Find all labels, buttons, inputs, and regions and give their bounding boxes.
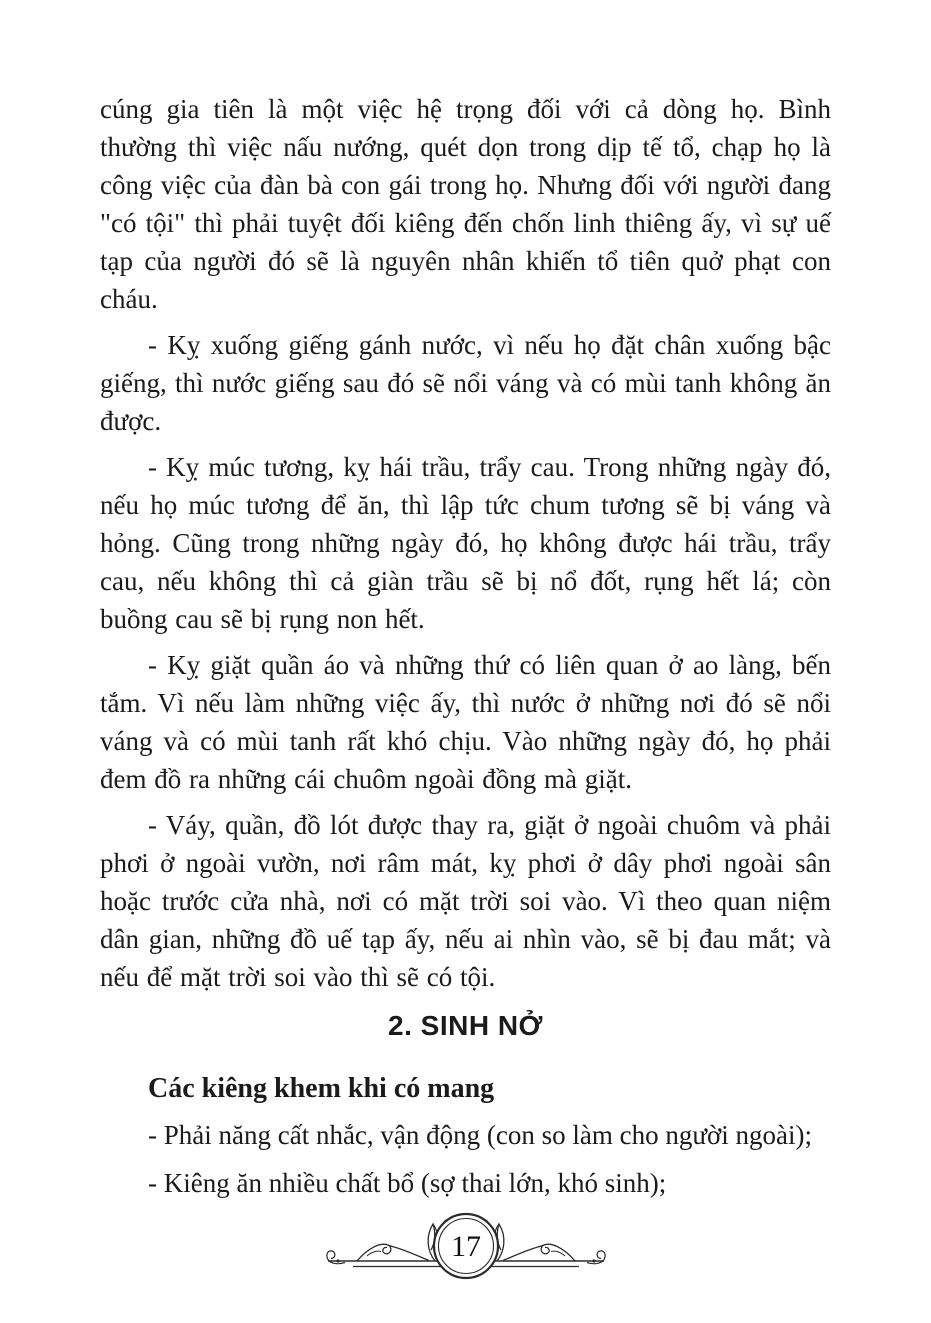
body-paragraph: cúng gia tiên là một việc hệ trọng đối với cả dòng họ. Bình thường thì việc nấu nướng, quét dọn trong dịp tế tổ, chạp họ là công việc của đàn bà con gái trong họ. Nhưng đối với người đang "có tội" thì phải tuyệt đối kiêng đến chốn linh thiêng ấy, vì sự uế tạp của người đó sẽ là nguyên nhân khiến tổ tiên quở phạt con cháu. <box>100 94 831 314</box>
body-paragraph: - Kỵ xuống giếng gánh nước, vì nếu họ đặt chân xuống bậc giếng, thì nước giếng sau đó sẽ nổi váng và có mùi tanh không ăn được. <box>100 330 831 436</box>
list-item: - Kiêng ăn nhiều chất bổ (sợ thai lớn, khó sinh); <box>148 1168 667 1198</box>
list-item: - Phải năng cất nhắc, vận động (con so làm cho người ngoài); <box>148 1120 812 1150</box>
body-paragraph: - Kỵ múc tương, kỵ hái trầu, trẩy cau. Trong những ngày đó, nếu họ múc tương để ăn, thì lập tức chum tương sẽ bị váng và hỏng. Cũng trong những ngày đó, họ không được hái trầu, trẩy cau, nếu không thì cả giàn trầu sẽ bị nổ đốt, rụng hết lá; còn buồng cau sẽ bị rụng non hết. <box>100 452 831 634</box>
page-number: 17 <box>450 1230 481 1263</box>
subsection-heading: Các kiêng khem khi có mang <box>148 1073 495 1104</box>
flourish-graphic <box>323 1208 609 1292</box>
footer-ornament <box>100 1208 831 1292</box>
body-paragraph: - Kỵ giặt quần áo và những thứ có liên quan ở ao làng, bến tắm. Vì nếu làm những việc ấy, thì nước ở những nơi đó sẽ nổi váng và có mùi tanh rất khó chịu. Vào những ngày đó, họ phải đem đồ ra những cái chuôm ngoài đồng mà giặt. <box>100 650 831 794</box>
section-heading: 2. SINH NỞ <box>388 1010 543 1041</box>
body-paragraph: - Váy, quần, đồ lót được thay ra, giặt ở ngoài chuôm và phải phơi ở ngoài vườn, nơi râm mát, kỵ phơi ở dây phơi ngoài sân hoặc trước cửa nhà, nơi có mặt trời soi vào. Vì theo quan niệm dân gian, những đồ uế tạp ấy, nếu ai nhìn vào, sẽ bị đau mắt; và nếu để mặt trời soi vào thì sẽ có tội. <box>100 810 831 992</box>
